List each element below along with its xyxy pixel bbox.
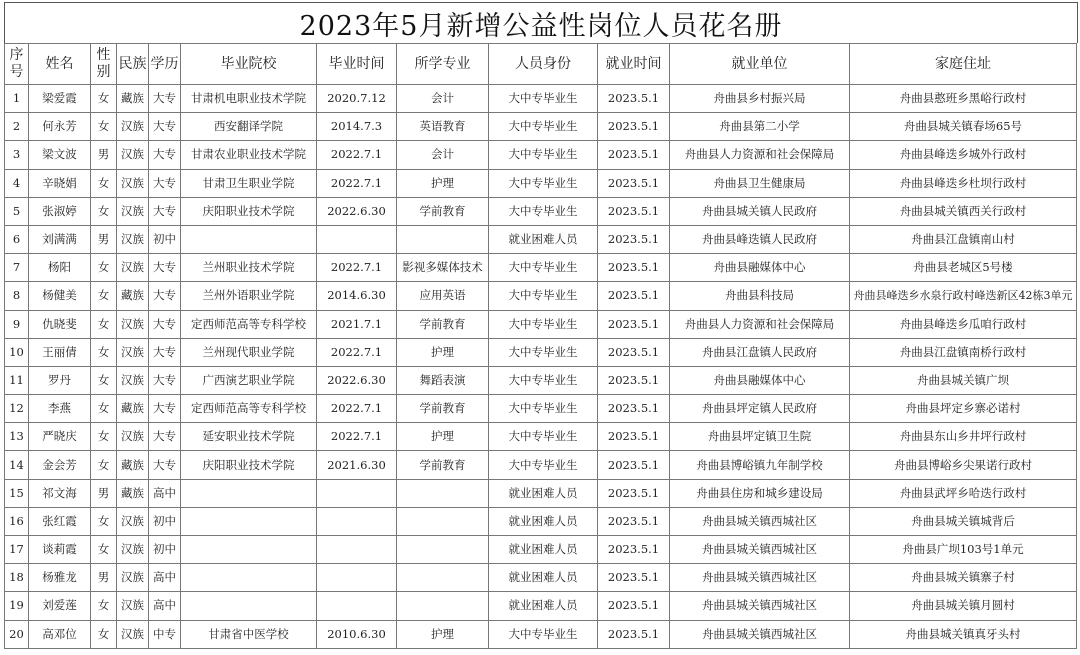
- header-index: 序号: [5, 44, 29, 85]
- cell-gender: 女: [91, 282, 117, 310]
- cell-school: 甘肃卫生职业学院: [181, 169, 317, 197]
- cell-employment-date: 2023.5.1: [598, 479, 670, 507]
- page-title: 2023年5月新增公益性岗位人员花名册: [4, 2, 1078, 43]
- cell-graduation-date: 2014.7.3: [317, 113, 397, 141]
- cell-employer: 舟曲县卫生健康局: [670, 169, 850, 197]
- header-ethnicity: 民族: [117, 44, 149, 85]
- header-employment-date: 就业时间: [598, 44, 670, 85]
- cell-name: 何永芳: [29, 113, 91, 141]
- cell-employer: 舟曲县融媒体中心: [670, 254, 850, 282]
- cell-graduation-date: 2021.6.30: [317, 451, 397, 479]
- cell-gender: 女: [91, 169, 117, 197]
- cell-index: 17: [5, 536, 29, 564]
- cell-education: 中专: [149, 620, 181, 648]
- cell-employment-date: 2023.5.1: [598, 113, 670, 141]
- cell-employer: 舟曲县城关镇西城社区: [670, 564, 850, 592]
- cell-employer: 舟曲县城关镇人民政府: [670, 197, 850, 225]
- cell-employer: 舟曲县第二小学: [670, 113, 850, 141]
- cell-graduation-date: 2022.7.1: [317, 423, 397, 451]
- cell-name: 罗丹: [29, 366, 91, 394]
- cell-school: 定西师范高等专科学校: [181, 310, 317, 338]
- cell-employer: 舟曲县乡村振兴局: [670, 85, 850, 113]
- cell-address: 舟曲县江盘镇南桥行政村: [850, 338, 1077, 366]
- cell-education: 高中: [149, 592, 181, 620]
- cell-gender: 女: [91, 366, 117, 394]
- cell-name: 金会芳: [29, 451, 91, 479]
- cell-employment-date: 2023.5.1: [598, 282, 670, 310]
- header-row: [5, 44, 1077, 85]
- cell-address: 舟曲县城关镇月圆村: [850, 592, 1077, 620]
- cell-name: 刘满满: [29, 225, 91, 253]
- cell-employer: 舟曲县峰迭镇人民政府: [670, 225, 850, 253]
- header-education: 学历: [149, 44, 181, 85]
- cell-address: 舟曲县城关镇广坝: [850, 366, 1077, 394]
- cell-graduation-date: 2014.6.30: [317, 282, 397, 310]
- cell-identity: 就业困难人员: [489, 592, 598, 620]
- cell-identity: 就业困难人员: [489, 507, 598, 535]
- cell-index: 5: [5, 197, 29, 225]
- cell-graduation-date: 2022.7.1: [317, 141, 397, 169]
- cell-school: 广西演艺职业学院: [181, 366, 317, 394]
- cell-gender: 女: [91, 592, 117, 620]
- cell-school: 甘肃省中医学校: [181, 620, 317, 648]
- cell-index: 6: [5, 225, 29, 253]
- cell-index: 1: [5, 85, 29, 113]
- cell-address: 舟曲县城关镇寨子村: [850, 564, 1077, 592]
- cell-address: 舟曲县武坪乡哈迭行政村: [850, 479, 1077, 507]
- cell-index: 20: [5, 620, 29, 648]
- cell-name: 高邓位: [29, 620, 91, 648]
- cell-identity: 就业困难人员: [489, 536, 598, 564]
- cell-address: 舟曲县老城区5号楼: [850, 254, 1077, 282]
- cell-name: 严晓庆: [29, 423, 91, 451]
- cell-employment-date: 2023.5.1: [598, 564, 670, 592]
- cell-education: 大专: [149, 366, 181, 394]
- cell-employment-date: 2023.5.1: [598, 197, 670, 225]
- cell-school: 延安职业技术学院: [181, 423, 317, 451]
- cell-name: 王丽倩: [29, 338, 91, 366]
- cell-gender: 女: [91, 197, 117, 225]
- cell-ethnicity: 藏族: [117, 395, 149, 423]
- cell-name: 杨阳: [29, 254, 91, 282]
- cell-employment-date: 2023.5.1: [598, 85, 670, 113]
- cell-identity: 大中专毕业生: [489, 85, 598, 113]
- cell-school: 甘肃农业职业技术学院: [181, 141, 317, 169]
- cell-gender: 女: [91, 620, 117, 648]
- cell-graduation-date: [317, 592, 397, 620]
- cell-address: 舟曲县广坝103号1单元: [850, 536, 1077, 564]
- cell-identity: 大中专毕业生: [489, 282, 598, 310]
- cell-school: [181, 592, 317, 620]
- cell-school: [181, 225, 317, 253]
- header-major: 所学专业: [397, 44, 489, 85]
- cell-gender: 女: [91, 254, 117, 282]
- cell-school: 甘肃机电职业技术学院: [181, 85, 317, 113]
- cell-gender: 女: [91, 536, 117, 564]
- cell-education: 大专: [149, 254, 181, 282]
- cell-ethnicity: 汉族: [117, 423, 149, 451]
- cell-gender: 女: [91, 310, 117, 338]
- cell-employer: 舟曲县科技局: [670, 282, 850, 310]
- cell-school: 兰州职业技术学院: [181, 254, 317, 282]
- header-identity: 人员身份: [489, 44, 598, 85]
- cell-employer: 舟曲县坪定镇人民政府: [670, 395, 850, 423]
- cell-ethnicity: 藏族: [117, 451, 149, 479]
- cell-ethnicity: 汉族: [117, 620, 149, 648]
- cell-employer: 舟曲县江盘镇人民政府: [670, 338, 850, 366]
- cell-address: 舟曲县峰迭乡瓜咱行政村: [850, 310, 1077, 338]
- table-row: [5, 592, 1077, 620]
- cell-employer: 舟曲县人力资源和社会保障局: [670, 141, 850, 169]
- table-row: [5, 366, 1077, 394]
- table-row: [5, 225, 1077, 253]
- cell-gender: 男: [91, 479, 117, 507]
- cell-education: 大专: [149, 169, 181, 197]
- cell-education: 初中: [149, 225, 181, 253]
- cell-gender: 女: [91, 85, 117, 113]
- cell-identity: 大中专毕业生: [489, 620, 598, 648]
- cell-graduation-date: 2022.7.1: [317, 395, 397, 423]
- cell-employer: 舟曲县融媒体中心: [670, 366, 850, 394]
- cell-gender: 女: [91, 113, 117, 141]
- cell-index: 7: [5, 254, 29, 282]
- cell-index: 9: [5, 310, 29, 338]
- cell-address: 舟曲县憨班乡黑峪行政村: [850, 85, 1077, 113]
- cell-name: 杨雅龙: [29, 564, 91, 592]
- cell-index: 3: [5, 141, 29, 169]
- cell-education: 大专: [149, 338, 181, 366]
- table-row: [5, 451, 1077, 479]
- cell-major: 学前教育: [397, 395, 489, 423]
- cell-major: 应用英语: [397, 282, 489, 310]
- cell-identity: 就业困难人员: [489, 479, 598, 507]
- cell-education: 大专: [149, 141, 181, 169]
- cell-graduation-date: [317, 507, 397, 535]
- header-employer: 就业单位: [670, 44, 850, 85]
- cell-address: 舟曲县峰迭乡城外行政村: [850, 141, 1077, 169]
- cell-address: 舟曲县江盘镇南山村: [850, 225, 1077, 253]
- cell-major: 学前教育: [397, 310, 489, 338]
- cell-employer: 舟曲县城关镇西城社区: [670, 536, 850, 564]
- cell-index: 13: [5, 423, 29, 451]
- header-address: 家庭住址: [850, 44, 1077, 85]
- cell-major: 护理: [397, 620, 489, 648]
- table-row: [5, 564, 1077, 592]
- header-school: 毕业院校: [181, 44, 317, 85]
- cell-major: [397, 225, 489, 253]
- cell-employment-date: 2023.5.1: [598, 338, 670, 366]
- cell-name: 谈莉霞: [29, 536, 91, 564]
- cell-name: 仇晓斐: [29, 310, 91, 338]
- cell-address: 舟曲县城关镇西关行政村: [850, 197, 1077, 225]
- cell-identity: 大中专毕业生: [489, 423, 598, 451]
- cell-name: 张淑婷: [29, 197, 91, 225]
- cell-identity: 大中专毕业生: [489, 254, 598, 282]
- cell-employment-date: 2023.5.1: [598, 366, 670, 394]
- cell-major: 影视多媒体技术: [397, 254, 489, 282]
- roster-table: [4, 43, 1077, 649]
- cell-gender: 男: [91, 141, 117, 169]
- cell-index: 16: [5, 507, 29, 535]
- cell-employer: 舟曲县城关镇西城社区: [670, 507, 850, 535]
- cell-ethnicity: 汉族: [117, 169, 149, 197]
- cell-name: 梁爱霞: [29, 85, 91, 113]
- table-row: [5, 85, 1077, 113]
- cell-employment-date: 2023.5.1: [598, 169, 670, 197]
- cell-index: 12: [5, 395, 29, 423]
- cell-education: 大专: [149, 423, 181, 451]
- cell-identity: 大中专毕业生: [489, 197, 598, 225]
- cell-graduation-date: 2022.6.30: [317, 197, 397, 225]
- cell-employer: 舟曲县住房和城乡建设局: [670, 479, 850, 507]
- cell-index: 11: [5, 366, 29, 394]
- cell-employer: 舟曲县城关镇西城社区: [670, 592, 850, 620]
- cell-major: [397, 564, 489, 592]
- cell-employer: 舟曲县人力资源和社会保障局: [670, 310, 850, 338]
- cell-major: [397, 507, 489, 535]
- cell-address: 舟曲县东山乡井坪行政村: [850, 423, 1077, 451]
- table-row: [5, 310, 1077, 338]
- table-row: [5, 620, 1077, 648]
- cell-ethnicity: 藏族: [117, 85, 149, 113]
- cell-education: 大专: [149, 197, 181, 225]
- cell-major: [397, 536, 489, 564]
- cell-education: 大专: [149, 310, 181, 338]
- cell-major: 舞蹈表演: [397, 366, 489, 394]
- cell-school: 兰州现代职业学院: [181, 338, 317, 366]
- table-row: [5, 282, 1077, 310]
- cell-employment-date: 2023.5.1: [598, 507, 670, 535]
- cell-index: 18: [5, 564, 29, 592]
- cell-name: 张红霞: [29, 507, 91, 535]
- cell-school: [181, 564, 317, 592]
- cell-education: 高中: [149, 479, 181, 507]
- cell-ethnicity: 汉族: [117, 592, 149, 620]
- cell-graduation-date: 2022.7.1: [317, 338, 397, 366]
- cell-graduation-date: 2010.6.30: [317, 620, 397, 648]
- cell-graduation-date: 2022.6.30: [317, 366, 397, 394]
- cell-employment-date: 2023.5.1: [598, 592, 670, 620]
- cell-school: 庆阳职业技术学院: [181, 197, 317, 225]
- cell-ethnicity: 汉族: [117, 366, 149, 394]
- cell-ethnicity: 汉族: [117, 507, 149, 535]
- cell-address: 舟曲县城关镇真牙头村: [850, 620, 1077, 648]
- cell-ethnicity: 藏族: [117, 282, 149, 310]
- cell-identity: 就业困难人员: [489, 564, 598, 592]
- cell-education: 大专: [149, 451, 181, 479]
- cell-index: 15: [5, 479, 29, 507]
- cell-school: [181, 536, 317, 564]
- cell-gender: 女: [91, 451, 117, 479]
- cell-ethnicity: 汉族: [117, 254, 149, 282]
- cell-ethnicity: 汉族: [117, 310, 149, 338]
- cell-employer: 舟曲县博峪镇九年制学校: [670, 451, 850, 479]
- table-row: [5, 197, 1077, 225]
- cell-address: 舟曲县博峪乡尖果诺行政村: [850, 451, 1077, 479]
- cell-identity: 大中专毕业生: [489, 169, 598, 197]
- cell-employment-date: 2023.5.1: [598, 141, 670, 169]
- cell-school: 庆阳职业技术学院: [181, 451, 317, 479]
- cell-employer: 舟曲县坪定镇卫生院: [670, 423, 850, 451]
- roster-body: [5, 85, 1077, 649]
- header-name: 姓名: [29, 44, 91, 85]
- cell-index: 19: [5, 592, 29, 620]
- cell-ethnicity: 汉族: [117, 564, 149, 592]
- cell-name: 祁文海: [29, 479, 91, 507]
- cell-ethnicity: 汉族: [117, 536, 149, 564]
- cell-major: [397, 479, 489, 507]
- cell-ethnicity: 汉族: [117, 338, 149, 366]
- cell-ethnicity: 汉族: [117, 141, 149, 169]
- cell-school: 定西师范高等专科学校: [181, 395, 317, 423]
- table-row: [5, 338, 1077, 366]
- cell-graduation-date: 2022.7.1: [317, 254, 397, 282]
- cell-identity: 大中专毕业生: [489, 141, 598, 169]
- cell-employment-date: 2023.5.1: [598, 254, 670, 282]
- table-row: [5, 479, 1077, 507]
- cell-identity: 大中专毕业生: [489, 113, 598, 141]
- cell-name: 梁文波: [29, 141, 91, 169]
- cell-identity: 就业困难人员: [489, 225, 598, 253]
- cell-address: 舟曲县峰迭乡杜坝行政村: [850, 169, 1077, 197]
- cell-index: 8: [5, 282, 29, 310]
- header-graduation-date: 毕业时间: [317, 44, 397, 85]
- cell-ethnicity: 汉族: [117, 197, 149, 225]
- cell-ethnicity: 藏族: [117, 479, 149, 507]
- cell-index: 14: [5, 451, 29, 479]
- cell-employer: 舟曲县城关镇西城社区: [670, 620, 850, 648]
- cell-index: 10: [5, 338, 29, 366]
- cell-graduation-date: [317, 564, 397, 592]
- cell-gender: 女: [91, 507, 117, 535]
- cell-school: 西安翻译学院: [181, 113, 317, 141]
- table-row: [5, 395, 1077, 423]
- cell-employment-date: 2023.5.1: [598, 451, 670, 479]
- cell-major: 英语教育: [397, 113, 489, 141]
- cell-employment-date: 2023.5.1: [598, 620, 670, 648]
- cell-education: 高中: [149, 564, 181, 592]
- cell-gender: 女: [91, 423, 117, 451]
- cell-index: 4: [5, 169, 29, 197]
- cell-name: 杨健美: [29, 282, 91, 310]
- cell-graduation-date: 2020.7.12: [317, 85, 397, 113]
- cell-gender: 男: [91, 225, 117, 253]
- cell-identity: 大中专毕业生: [489, 366, 598, 394]
- cell-gender: 女: [91, 338, 117, 366]
- cell-index: 2: [5, 113, 29, 141]
- table-row: [5, 536, 1077, 564]
- cell-graduation-date: 2021.7.1: [317, 310, 397, 338]
- cell-address: 舟曲县峰迭乡水泉行政村峰迭新区42栋3单元: [850, 282, 1077, 310]
- cell-gender: 女: [91, 395, 117, 423]
- cell-identity: 大中专毕业生: [489, 395, 598, 423]
- cell-education: 大专: [149, 282, 181, 310]
- cell-education: 大专: [149, 85, 181, 113]
- cell-education: 初中: [149, 536, 181, 564]
- cell-graduation-date: [317, 479, 397, 507]
- cell-employment-date: 2023.5.1: [598, 536, 670, 564]
- cell-major: 护理: [397, 423, 489, 451]
- table-row: [5, 507, 1077, 535]
- cell-major: 会计: [397, 141, 489, 169]
- cell-major: 学前教育: [397, 197, 489, 225]
- table-row: [5, 423, 1077, 451]
- cell-major: 学前教育: [397, 451, 489, 479]
- cell-education: 大专: [149, 395, 181, 423]
- cell-address: 舟曲县城关镇春场65号: [850, 113, 1077, 141]
- cell-address: 舟曲县坪定乡寨必诺村: [850, 395, 1077, 423]
- cell-identity: 大中专毕业生: [489, 451, 598, 479]
- cell-employment-date: 2023.5.1: [598, 423, 670, 451]
- cell-identity: 大中专毕业生: [489, 338, 598, 366]
- cell-school: [181, 507, 317, 535]
- cell-employment-date: 2023.5.1: [598, 310, 670, 338]
- cell-name: 辛晓娟: [29, 169, 91, 197]
- cell-education: 初中: [149, 507, 181, 535]
- cell-graduation-date: [317, 225, 397, 253]
- cell-graduation-date: [317, 536, 397, 564]
- header-gender: 性别: [91, 44, 117, 85]
- table-row: [5, 254, 1077, 282]
- cell-ethnicity: 汉族: [117, 113, 149, 141]
- cell-address: 舟曲县城关镇城背后: [850, 507, 1077, 535]
- cell-identity: 大中专毕业生: [489, 310, 598, 338]
- cell-major: [397, 592, 489, 620]
- table-row: [5, 169, 1077, 197]
- cell-name: 李燕: [29, 395, 91, 423]
- cell-gender: 男: [91, 564, 117, 592]
- cell-education: 大专: [149, 113, 181, 141]
- cell-graduation-date: 2022.7.1: [317, 169, 397, 197]
- table-row: [5, 113, 1077, 141]
- cell-ethnicity: 汉族: [117, 225, 149, 253]
- cell-employment-date: 2023.5.1: [598, 225, 670, 253]
- cell-employment-date: 2023.5.1: [598, 395, 670, 423]
- table-row: [5, 141, 1077, 169]
- cell-school: 兰州外语职业学院: [181, 282, 317, 310]
- cell-major: 护理: [397, 169, 489, 197]
- cell-major: 会计: [397, 85, 489, 113]
- cell-school: [181, 479, 317, 507]
- cell-name: 刘爱莲: [29, 592, 91, 620]
- cell-major: 护理: [397, 338, 489, 366]
